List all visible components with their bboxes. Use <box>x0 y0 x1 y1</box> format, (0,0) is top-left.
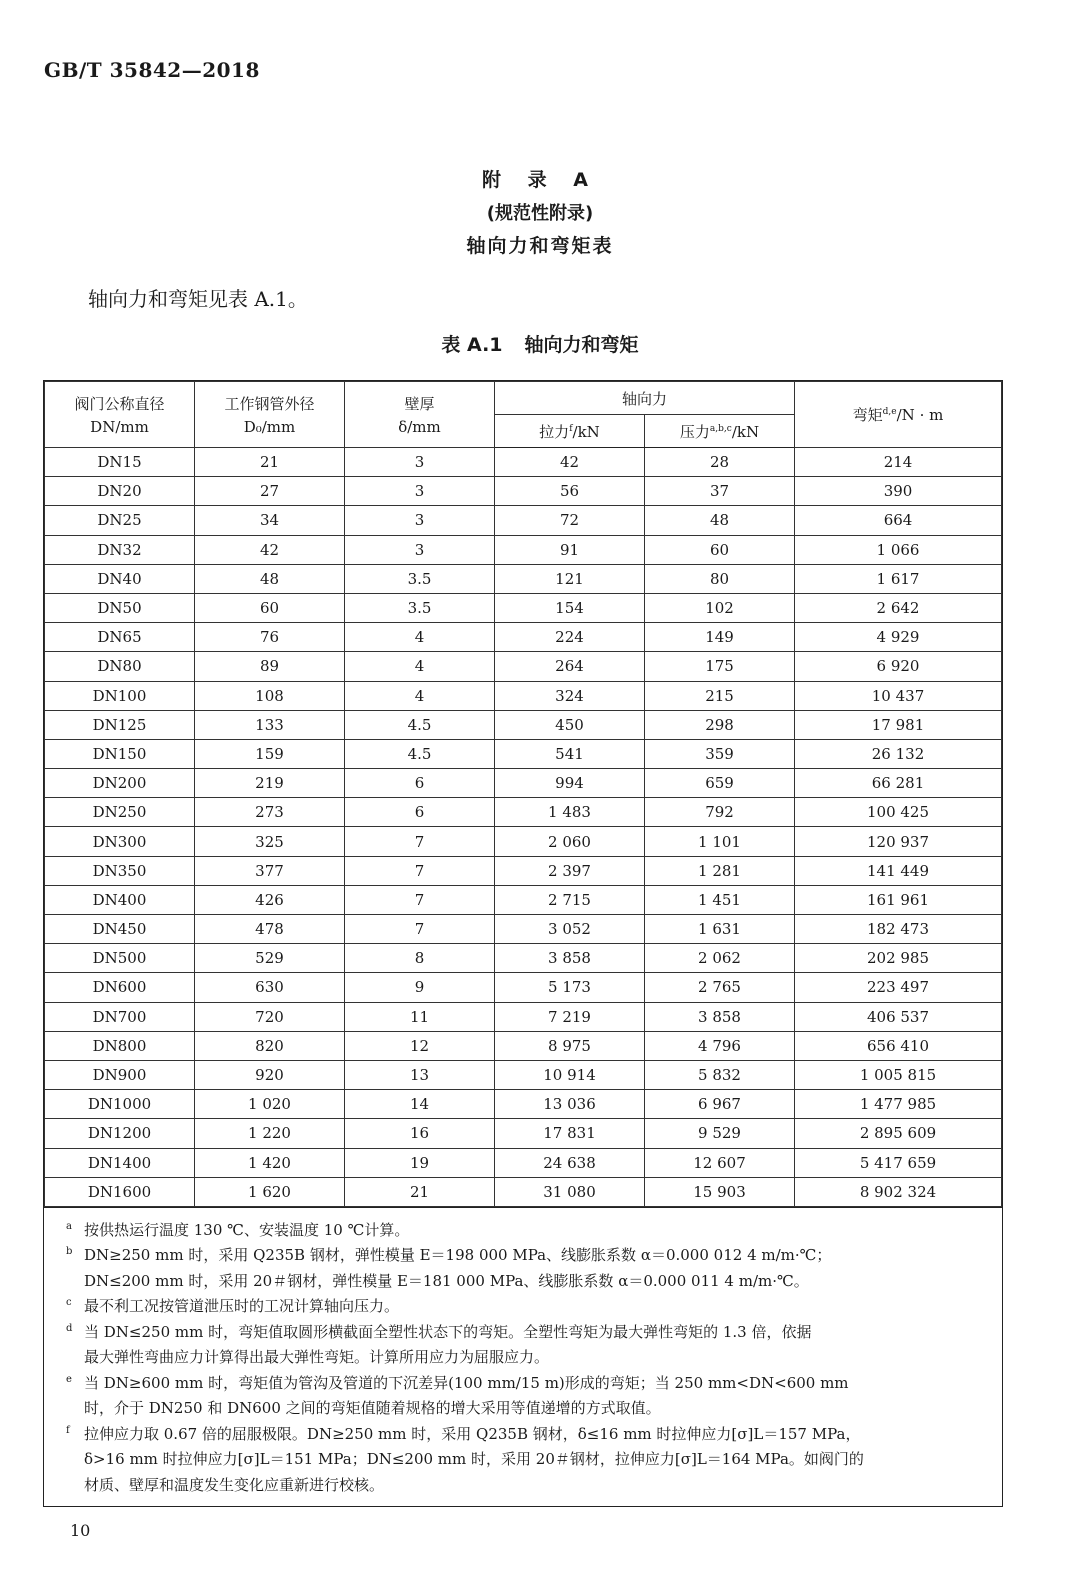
header-tension: 拉力$^f$/kN <box>495 415 645 448</box>
table-cell: 273 <box>195 798 345 827</box>
table-cell: 1 220 <box>195 1119 345 1148</box>
table-cell: 2 062 <box>645 944 795 973</box>
table-cell: 34 <box>195 506 345 535</box>
footnote-line: DN≥250 mm 时，采用 Q235B 钢材，弹性模量 E＝198 000 MPa、线膨胀系数 α＝0.000 012 4 m/m·℃； <box>84 1246 832 1265</box>
footnote-mark: b <box>66 1246 73 1258</box>
table-cell: DN40 <box>45 564 195 593</box>
table-cell: 42 <box>495 448 645 477</box>
table-cell: 60 <box>195 593 345 622</box>
footnote <box>66 1371 988 1422</box>
footnote-line: DN≤200 mm 时，采用 20＃钢材，弹性模量 E＝181 000 MPa、线膨胀系数 α＝0.000 011 4 m/m·℃。 <box>84 1271 809 1290</box>
table-row <box>45 827 1002 856</box>
footnote-mark: f <box>66 1424 70 1436</box>
table-cell: 224 <box>495 623 645 652</box>
table-cell: 19 <box>345 1148 495 1177</box>
footnote <box>66 1320 988 1371</box>
footnote-line: 最大弹性弯曲应力计算得出最大弹性弯矩。计算所用应力为屈服应力。 <box>84 1348 550 1367</box>
table-cell: 13 <box>345 1060 495 1089</box>
header-wall-thickness: 壁厚 δ/mm <box>345 382 495 448</box>
table-cell: 4 929 <box>795 623 1002 652</box>
table-cell: 656 410 <box>795 1031 1002 1060</box>
annex-title: 附 录 A <box>482 169 598 191</box>
footnote-mark: d <box>66 1322 73 1334</box>
table-cell: 120 937 <box>795 827 1002 856</box>
table-cell: 478 <box>195 915 345 944</box>
table-cell: 664 <box>795 506 1002 535</box>
table-row <box>45 1177 1002 1206</box>
footnote-mark: c <box>66 1297 72 1309</box>
table-row <box>45 769 1002 798</box>
table-row <box>45 506 1002 535</box>
table-cell: 2 060 <box>495 827 645 856</box>
table-cell: DN25 <box>45 506 195 535</box>
table-cell: 3 858 <box>495 944 645 973</box>
footnote-line: 按供热运行温度 130 ℃、安装温度 10 ℃计算。 <box>84 1220 410 1239</box>
table-row <box>45 710 1002 739</box>
table-cell: 1 620 <box>195 1177 345 1206</box>
table-cell: 56 <box>495 477 645 506</box>
table-cell: 214 <box>795 448 1002 477</box>
table-cell: 3 <box>345 535 495 564</box>
table-cell: 3.5 <box>345 564 495 593</box>
table-cell: DN400 <box>45 885 195 914</box>
table-cell: 377 <box>195 856 345 885</box>
header-bending-moment: 弯矩$^{d,e}$/N · m <box>795 382 1002 448</box>
table-cell: 450 <box>495 710 645 739</box>
table-row <box>45 1060 1002 1089</box>
footnote <box>66 1218 988 1244</box>
table-cell: 60 <box>645 535 795 564</box>
table-cell: 12 607 <box>645 1148 795 1177</box>
table-cell: 48 <box>195 564 345 593</box>
table-cell: 141 449 <box>795 856 1002 885</box>
table-cell: 72 <box>495 506 645 535</box>
table-cell: DN350 <box>45 856 195 885</box>
table-cell: DN20 <box>45 477 195 506</box>
table-cell: 89 <box>195 652 345 681</box>
footnote-line: 材质、壁厚和温度发生变化应重新进行校核。 <box>84 1475 385 1494</box>
table-row <box>45 856 1002 885</box>
table-cell: 7 219 <box>495 1002 645 1031</box>
table-cell: 6 920 <box>795 652 1002 681</box>
table-cell: 15 903 <box>645 1177 795 1206</box>
table-cell: 17 831 <box>495 1119 645 1148</box>
table-row <box>45 944 1002 973</box>
table-cell: 9 <box>345 973 495 1002</box>
footnote-line: 拉伸应力取 0.67 倍的屈服极限。DN≥250 mm 时，采用 Q235B 钢材，δ≤16 mm 时拉伸应力[σ]L＝157 MPa， <box>84 1424 861 1443</box>
table-cell: 4.5 <box>345 739 495 768</box>
table-cell: 1 451 <box>645 885 795 914</box>
table-cell: 2 895 609 <box>795 1119 1002 1148</box>
footnote-line: 当 DN≥600 mm 时，弯矩值为管沟及管道的下沉差异(100 mm/15 m)形成的弯矩；当 250 mm<DN<600 mm <box>84 1373 849 1392</box>
table-cell: DN1400 <box>45 1148 195 1177</box>
table-cell: 994 <box>495 769 645 798</box>
table-cell: 108 <box>195 681 345 710</box>
table-cell: 5 417 659 <box>795 1148 1002 1177</box>
table-row <box>45 885 1002 914</box>
table-cell: 6 967 <box>645 1090 795 1119</box>
table-cell: 1 101 <box>645 827 795 856</box>
table-cell: 102 <box>645 593 795 622</box>
table-cell: 202 985 <box>795 944 1002 973</box>
footnote-line: 最不利工况按管道泄压时的工况计算轴向压力。 <box>84 1297 400 1316</box>
table-cell: 4 <box>345 681 495 710</box>
table-cell: 1 617 <box>795 564 1002 593</box>
footnote-mark: a <box>66 1220 72 1232</box>
table-row <box>45 973 1002 1002</box>
table-row <box>45 1090 1002 1119</box>
table-cell: 529 <box>195 944 345 973</box>
table-cell: 31 080 <box>495 1177 645 1206</box>
table-cell: 2 715 <box>495 885 645 914</box>
table-cell: 6 <box>345 798 495 827</box>
table-cell: 3 <box>345 506 495 535</box>
footnote <box>66 1243 988 1294</box>
table-cell: 3 858 <box>645 1002 795 1031</box>
table-cell: 820 <box>195 1031 345 1060</box>
header-nominal-diameter: 阀门公称直径 DN/mm <box>45 382 195 448</box>
table-cell: 7 <box>345 915 495 944</box>
table-caption-number: 表 A.1 <box>441 334 503 356</box>
table-cell: 42 <box>195 535 345 564</box>
table-cell: 1 420 <box>195 1148 345 1177</box>
data-table-frame <box>43 380 1003 1507</box>
table-cell: 7 <box>345 885 495 914</box>
table-cell: 1 020 <box>195 1090 345 1119</box>
table-cell: DN700 <box>45 1002 195 1031</box>
table-cell: DN600 <box>45 973 195 1002</box>
table-cell: 133 <box>195 710 345 739</box>
table-cell: DN15 <box>45 448 195 477</box>
table-cell: 5 173 <box>495 973 645 1002</box>
table-cell: 541 <box>495 739 645 768</box>
table-cell: 100 425 <box>795 798 1002 827</box>
table-cell: 26 132 <box>795 739 1002 768</box>
footnote-line: δ>16 mm 时拉伸应力[σ]L＝151 MPa；DN≤200 mm 时，采用 20＃钢材，拉伸应力[σ]L＝164 MPa。如阀门的 <box>84 1450 864 1469</box>
footnote-mark: e <box>66 1373 72 1385</box>
table-row <box>45 593 1002 622</box>
table-cell: 659 <box>645 769 795 798</box>
table-cell: DN1600 <box>45 1177 195 1206</box>
table-cell: 4 <box>345 623 495 652</box>
table-cell: 159 <box>195 739 345 768</box>
table-cell: 14 <box>345 1090 495 1119</box>
table-cell: 215 <box>645 681 795 710</box>
table-cell: 792 <box>645 798 795 827</box>
intro-paragraph: 轴向力和弯矩见表 A.1。 <box>88 287 308 311</box>
table-body <box>45 448 1002 1207</box>
footnote-line: 当 DN≤250 mm 时，弯矩值取圆形横截面全塑性状态下的弯矩。全塑性弯矩为最大弹性弯矩的 1.3 倍，依据 <box>84 1322 812 1341</box>
table-cell: 2 765 <box>645 973 795 1002</box>
table-cell: 7 <box>345 856 495 885</box>
table-cell: 66 281 <box>795 769 1002 798</box>
table-cell: 720 <box>195 1002 345 1031</box>
table-cell: 17 981 <box>795 710 1002 739</box>
table-cell: DN65 <box>45 623 195 652</box>
table-cell: 390 <box>795 477 1002 506</box>
table-row <box>45 535 1002 564</box>
table-cell: 3.5 <box>345 593 495 622</box>
table-cell: DN300 <box>45 827 195 856</box>
table-cell: DN900 <box>45 1060 195 1089</box>
table-cell: 9 529 <box>645 1119 795 1148</box>
table-cell: 80 <box>645 564 795 593</box>
table-cell: 149 <box>645 623 795 652</box>
table-cell: 6 <box>345 769 495 798</box>
table-cell: 8 902 324 <box>795 1177 1002 1206</box>
footnote-line: 时，介于 DN250 和 DN600 之间的弯矩值随着规格的增大采用等值递增的方式取值。 <box>84 1399 661 1418</box>
footnote <box>66 1422 988 1499</box>
table-cell: 11 <box>345 1002 495 1031</box>
table-row <box>45 623 1002 652</box>
table-row <box>45 448 1002 477</box>
table-cell: 175 <box>645 652 795 681</box>
table-cell: 16 <box>345 1119 495 1148</box>
table-cell: 12 <box>345 1031 495 1060</box>
table-cell: 7 <box>345 827 495 856</box>
table-row <box>45 477 1002 506</box>
table-cell: 154 <box>495 593 645 622</box>
table-cell: 324 <box>495 681 645 710</box>
annex-heading: 轴向力和弯矩表 <box>466 235 614 257</box>
header-axial-force: 轴向力 <box>495 382 795 415</box>
table-cell: 28 <box>645 448 795 477</box>
table-cell: 4.5 <box>345 710 495 739</box>
table-cell: DN32 <box>45 535 195 564</box>
table-cell: DN250 <box>45 798 195 827</box>
table-cell: 359 <box>645 739 795 768</box>
table-caption-title: 轴向力和弯矩 <box>524 334 639 356</box>
table-cell: 2 397 <box>495 856 645 885</box>
table-cell: 21 <box>195 448 345 477</box>
table-cell: 13 036 <box>495 1090 645 1119</box>
table-cell: DN500 <box>45 944 195 973</box>
table-cell: 10 437 <box>795 681 1002 710</box>
table-cell: 219 <box>195 769 345 798</box>
table-cell: DN200 <box>45 769 195 798</box>
table-row <box>45 798 1002 827</box>
table-cell: 161 961 <box>795 885 1002 914</box>
table-cell: 27 <box>195 477 345 506</box>
table-cell: 406 537 <box>795 1002 1002 1031</box>
footnote <box>66 1294 988 1320</box>
table-cell: 1 477 985 <box>795 1090 1002 1119</box>
table-row <box>45 739 1002 768</box>
table-row <box>45 681 1002 710</box>
table-cell: 10 914 <box>495 1060 645 1089</box>
table-cell: 3 052 <box>495 915 645 944</box>
table-notes <box>44 1207 1002 1507</box>
table-row <box>45 1148 1002 1177</box>
table-cell: 1 483 <box>495 798 645 827</box>
table-cell: 24 638 <box>495 1148 645 1177</box>
table-cell: 76 <box>195 623 345 652</box>
table-cell: DN100 <box>45 681 195 710</box>
header-compression: 压力$^{a,b,c}$/kN <box>645 415 795 448</box>
table-row <box>45 1002 1002 1031</box>
table-row <box>45 915 1002 944</box>
table-cell: 1 066 <box>795 535 1002 564</box>
header-pipe-outer-diameter: 工作钢管外径 D₀/mm <box>195 382 345 448</box>
table-cell: 920 <box>195 1060 345 1089</box>
table-cell: 182 473 <box>795 915 1002 944</box>
table-cell: DN50 <box>45 593 195 622</box>
table-cell: DN150 <box>45 739 195 768</box>
table-cell: 5 832 <box>645 1060 795 1089</box>
axial-force-moment-table <box>44 381 1002 1207</box>
table-cell: 4 796 <box>645 1031 795 1060</box>
table-cell: 630 <box>195 973 345 1002</box>
table-cell: 1 631 <box>645 915 795 944</box>
table-cell: 21 <box>345 1177 495 1206</box>
table-cell: 91 <box>495 535 645 564</box>
table-cell: 325 <box>195 827 345 856</box>
table-cell: 223 497 <box>795 973 1002 1002</box>
standard-code: GB/T 35842—2018 <box>44 58 260 82</box>
table-row <box>45 652 1002 681</box>
table-cell: 8 975 <box>495 1031 645 1060</box>
table-cell: DN125 <box>45 710 195 739</box>
table-cell: 48 <box>645 506 795 535</box>
table-cell: DN1200 <box>45 1119 195 1148</box>
table-cell: 8 <box>345 944 495 973</box>
page-number: 10 <box>70 1521 91 1540</box>
table-cell: 298 <box>645 710 795 739</box>
table-cell: DN450 <box>45 915 195 944</box>
table-cell: 1 281 <box>645 856 795 885</box>
table-cell: 4 <box>345 652 495 681</box>
table-cell: 121 <box>495 564 645 593</box>
table-row <box>45 1031 1002 1060</box>
table-row <box>45 564 1002 593</box>
table-cell: 3 <box>345 477 495 506</box>
table-caption <box>0 330 1080 357</box>
table-cell: 264 <box>495 652 645 681</box>
table-cell: 1 005 815 <box>795 1060 1002 1089</box>
annex-subtitle: (规范性附录) <box>486 203 594 224</box>
table-row <box>45 1119 1002 1148</box>
table-cell: 3 <box>345 448 495 477</box>
table-cell: DN80 <box>45 652 195 681</box>
table-cell: DN1000 <box>45 1090 195 1119</box>
table-cell: DN800 <box>45 1031 195 1060</box>
table-cell: 426 <box>195 885 345 914</box>
table-cell: 37 <box>645 477 795 506</box>
table-cell: 2 642 <box>795 593 1002 622</box>
